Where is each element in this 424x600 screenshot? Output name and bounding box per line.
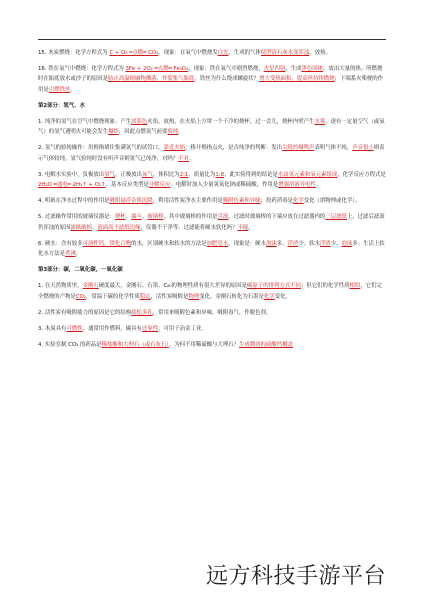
answer-text: 可燃性 [66,326,83,333]
header-rule [38,39,386,40]
answer-text: 碳原子的排列方式不同 [247,283,301,290]
body-text: 、 [91,224,98,231]
answer-text: 可溶性钙、镁化合物 [82,240,132,247]
body-text: 。电解时加入少量氢氧化钠或稀硫酸，作用是 [170,182,279,189]
answer-text: 吸附悬浮杂质沉降 [109,198,153,205]
section-heading-carbon [38,265,386,275]
answer-text: 不能 [237,224,249,231]
paragraph-hydrogen-burning [38,117,386,137]
answer-text: 漏斗 [131,214,142,221]
body-text: ；但它们的化学性质 [300,283,350,290]
body-text: 2. 氢气的验纯操作：用拇指堵住集满氢气的试管口， [38,145,164,152]
body-text: 变化。 [274,293,291,300]
answer-text: 生成微溶的硫酸钙覆盖 [239,342,293,349]
paragraph-iron-combustion [38,64,386,95]
paragraph-charcoal-uses [38,324,386,334]
body-text: 1. 纯净的氢气在空气中燃烧现象：产生 [38,119,132,126]
body-text: ，可用于冶金工业。 [158,326,207,333]
answer-text: 3Fe + 2O₂ ═点燃═ Fe₃O₄ [125,66,189,73]
answer-text: 还原性 [141,326,159,333]
body-text: 多、 [276,240,288,247]
answer-text: 烧杯 [114,214,126,221]
body-text: 的水，区别硬水和软水的方法是 [131,240,207,247]
body-text: 、 [141,214,148,221]
body-text: ，通常用作燃料，碳具有 [82,326,142,333]
answer-text: 增大受热面积，提高丝持续燃烧 [259,76,335,83]
body-text: ；下端系火柴梗的作用是 [38,76,384,93]
paragraph-water-purification [38,196,386,206]
answer-text: 引燃铁丝 [48,86,71,93]
answer-text: 玻璃棒 [147,214,164,221]
body-text: 。 [315,182,322,189]
body-text: 。此实验得到的结论是 [224,171,278,178]
answer-text: 物理 [188,293,200,300]
body-text: ，逐有一定量空气（或氧气）的氢气遇明火可能会发生 [38,119,385,136]
body-text: ，常温下碳的化学性质 [85,293,140,300]
answer-text: 稀盐酸和大理石（或石灰石） [101,342,169,349]
answer-text: 金刚石 [82,283,99,290]
section-heading-hydrogen-water [38,101,386,111]
answer-text: 泡沫 [341,240,353,247]
body-text: ，现象是：硬水 [228,240,266,247]
answer-text: 尖锐的爆鸣声 [282,145,315,152]
body-text: ，放热。 [309,50,331,56]
watermark-text: 远方科技手游平台 [206,564,387,589]
answer-text: 滤纸破损 [70,224,92,231]
body-text: 。铁丝为什么绕成螺旋状？ [194,76,260,83]
answer-text: 不对 [178,155,189,162]
answer-text: CO₂ [75,293,86,300]
body-text: 。 [178,129,184,136]
body-text: ，移开拇指点火，是否纯净的判断：发出 [185,145,283,152]
body-text: ，体积比为 [152,171,180,178]
answer-text: 爆炸 [108,129,119,136]
body-text: ，质量比为 [188,171,216,178]
answer-text: 浮渣 [287,240,299,247]
answer-text: 氧气 [141,171,153,178]
body-text: 。 [70,86,76,93]
body-text: ，化学反应方程式是 [337,171,386,178]
answer-text: 疏松多孔 [131,309,153,316]
body-text: 第2部分：氢气、水 [38,102,85,109]
body-text: 、 [125,214,132,221]
document-content [38,48,386,350]
body-text: ，正极放出 [114,171,142,178]
body-text: 。 [248,224,254,231]
answer-text: 引流 [217,214,229,221]
answer-text: 2:1 [179,171,189,178]
body-text: ，放出大量的热。所燃烧时在瓶底放水或沙子的原因是 [38,66,383,83]
body-text: 少、 [330,240,342,247]
body-text: ，仪器不干净等。过滤能将硬水软化吗？ [140,224,238,231]
body-text: 第3部分：碳，二氧化碳，一氧化碳 [38,267,123,274]
answer-text: 化学 [263,293,275,300]
body-text: ，活性炭吸附是 [150,293,189,300]
body-text: ，生成的气体 [228,50,261,56]
body-text: 上，过滤后滤液仍浑浊的原因 [38,214,385,231]
body-text: ，现象：在氧气中燃烧发 [158,50,218,56]
body-text: 。 [188,155,195,162]
body-text: 。 [75,251,82,258]
paragraph-hydrogen-purity-test [38,143,386,163]
body-text: 4. 明矾在净水过程中的作用是 [38,198,110,205]
body-text: 3. 电解水实验中，负极放出 [38,171,105,178]
body-text: 5. 过滤操作常用的玻璃仪器是： [38,214,115,221]
answer-text: 声音很小 [352,145,374,152]
paragraph-charcoal-combustion [38,48,386,58]
body-text: 硬度最大，金刚石、石墨、C₆₀的物理性质有很大差异的原因是 [98,283,248,290]
answer-text: 稳定 [139,293,151,300]
paragraph-filtration [38,212,386,232]
answer-text: 防止高温熔融物溅落，炸裂集气瓶底 [108,76,195,83]
answer-text: 煮沸 [64,251,76,258]
answer-text: 氢气 [104,171,115,178]
body-text: ，过滤时玻璃棒的下端应放在过滤器内的 [228,214,326,221]
body-text: ；投药消毒是 [260,198,293,205]
paragraph-co2-preparation [38,340,386,350]
answer-text: 三层滤纸 [325,214,347,221]
paragraph-electrolysis [38,170,386,190]
answer-text: 水雾 [314,119,326,126]
body-text: ，基本反应类型是 [105,182,149,189]
answer-text: 液面高于滤纸边缘 [97,224,141,231]
body-text: ，为何不用稀硫酸与大理石？ [168,342,240,349]
paragraph-carbon-allotropes [38,281,386,301]
answer-text: 2H₂O ═通电═ 2H₂↑ + O₂↑ [38,182,106,189]
answer-text: 靠近火焰 [163,145,186,152]
answer-text: 浮渣 [319,240,331,247]
body-text: 6. 硬水：含有较多 [38,240,83,247]
body-text: 3. 木炭具有 [38,326,67,333]
answer-text: 使澄清石灰水变浑浊 [260,50,310,56]
answer-text: 泡沫 [265,240,277,247]
answer-text: C + O₂ ═点燃═ CO₂ [109,50,159,56]
body-text: 变化（填物理或化学）。 [303,198,361,205]
answer-text: 黑色固体 [301,66,324,73]
body-text: 多；生活上软化水方法是 [38,240,385,258]
answer-text: 化学 [292,198,304,205]
body-text: 火焰，放热，在火焰上方罩一个干冷的烧杯，过一会儿，烧杯内壁产生 [147,119,315,126]
answer-text: 相似 [349,283,361,290]
body-text: ，利用活性炭净水主要作用是 [152,198,223,205]
body-text: ，因此点燃氢气前要 [118,129,168,136]
body-text: 则表示气体较纯。氢气验纯时没有听声音则氢气已纯净，对吗？ [38,145,385,162]
answer-text: 火星四射 [263,66,286,73]
body-text: ，生成 [285,66,302,73]
body-text: ，现象：铁在氧气中剧烈燃烧， [188,66,264,73]
body-text: ，常用来吸附色素和异味，吸附毒气，作脱色剂。 [152,309,272,316]
body-text: 16. 铁在氧气中燃烧：化学方程式为 [38,66,126,73]
paragraph-activated-carbon [38,308,386,318]
body-text: ，其中玻璃棒的作用是 [163,214,218,221]
answer-text: 水由氢元素和氧元素组成 [277,171,338,178]
answer-text: 1:8 [215,171,225,178]
answer-text: 加肥皂水 [206,240,229,247]
body-text: 变化，金刚石转化为石墨是 [199,293,264,300]
paragraph-hard-water [38,239,386,259]
body-text: 少；软水 [298,240,320,247]
body-text: 1. 在天然物质里， [38,283,83,290]
answer-text: 增强溶液导电性 [278,182,316,189]
answer-text: 验纯 [167,129,179,136]
answer-text: 分解反应 [148,182,171,189]
answer-text: 吸附色素和异味 [222,198,261,205]
body-text: 15. 木炭燃烧：化学方程式为 [38,50,110,56]
answer-text: 白光 [217,50,229,56]
body-text: 2. 活性炭有吸附能力的原因是它的结构 [38,309,132,316]
body-text: 4. 实验室制 CO₂ 的药品是 [38,342,102,349]
body-text: 表明气体不纯， [314,145,353,152]
body-text: ，它们完全燃烧的产物是 [38,283,382,300]
answer-text: 淡蓝色 [131,119,148,126]
